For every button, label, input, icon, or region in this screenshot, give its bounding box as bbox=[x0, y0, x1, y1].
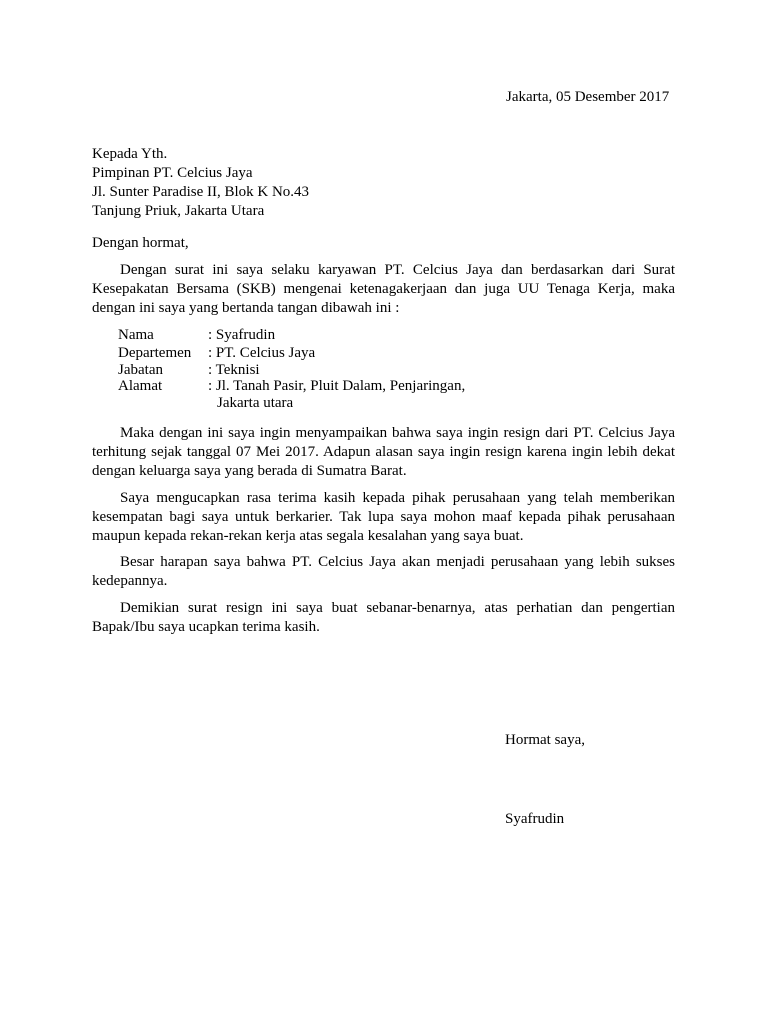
detail-value: : Teknisi bbox=[208, 362, 260, 378]
body-paragraph-resign: Maka dengan ini saya ingin menyampaikan bahwa saya ingin resign dari PT. Celcius Jaya terhitung sejak tanggal 07 Mei 2017. Adapun alasan saya ingin resign karena ingin lebih dekat dengan keluarga saya yang berada di Sumatra Barat. bbox=[92, 425, 675, 479]
intro-paragraph: Dengan surat ini saya selaku karyawan PT. Celcius Jaya dan berdasarkan dari Surat Kesepakatan Bersama (SKB) mengenai ketenagakerjaan dan juga UU Tenaga Kerja, maka dengan ini saya yang bertanda tangan dibawah ini : bbox=[92, 262, 675, 316]
detail-value: : Syafrudin bbox=[208, 327, 276, 343]
detail-label: Departemen bbox=[118, 345, 192, 361]
address-continuation: Jakarta utara bbox=[217, 395, 294, 411]
detail-label: Jabatan bbox=[118, 362, 163, 378]
detail-value: : Jl. Tanah Pasir, Pluit Dalam, Penjaringan, bbox=[208, 378, 466, 394]
closing-phrase: Hormat saya, bbox=[505, 732, 585, 748]
recipient-line: Tanjung Priuk, Jakarta Utara bbox=[92, 203, 265, 219]
detail-row-nama bbox=[118, 326, 275, 345]
detail-label: Nama bbox=[118, 327, 154, 343]
salutation: Dengan hormat, bbox=[92, 235, 189, 251]
detail-label: Alamat bbox=[118, 378, 163, 394]
recipient-block bbox=[92, 145, 309, 221]
detail-value: : PT. Celcius Jaya bbox=[208, 345, 316, 361]
body-paragraph-thanks: Saya mengucapkan rasa terima kasih kepada pihak perusahaan yang telah memberikan kesempatan bagi saya untuk berkarier. Tak lupa saya mohon maaf kepada pihak perusahaan maupun kepada rekan-rekan kerja atas segala kesalahan yang saya buat. bbox=[92, 490, 675, 544]
body-paragraph-closing: Demikian surat resign ini saya buat sebanar-benarnya, atas perhatian dan pengertian Bapak/Ibu saya ucapkan terima kasih. bbox=[92, 600, 675, 635]
recipient-line: Pimpinan PT. Celcius Jaya bbox=[92, 165, 253, 181]
recipient-line: Jl. Sunter Paradise II, Blok K No.43 bbox=[92, 184, 310, 200]
body-paragraph-hope: Besar harapan saya bahwa PT. Celcius Jaya akan menjadi perusahaan yang lebih sukses kedepannya. bbox=[92, 554, 675, 589]
letter-date: Jakarta, 05 Desember 2017 bbox=[506, 89, 670, 105]
signature-name: Syafrudin bbox=[505, 811, 565, 827]
recipient-line: Kepada Yth. bbox=[92, 146, 168, 162]
